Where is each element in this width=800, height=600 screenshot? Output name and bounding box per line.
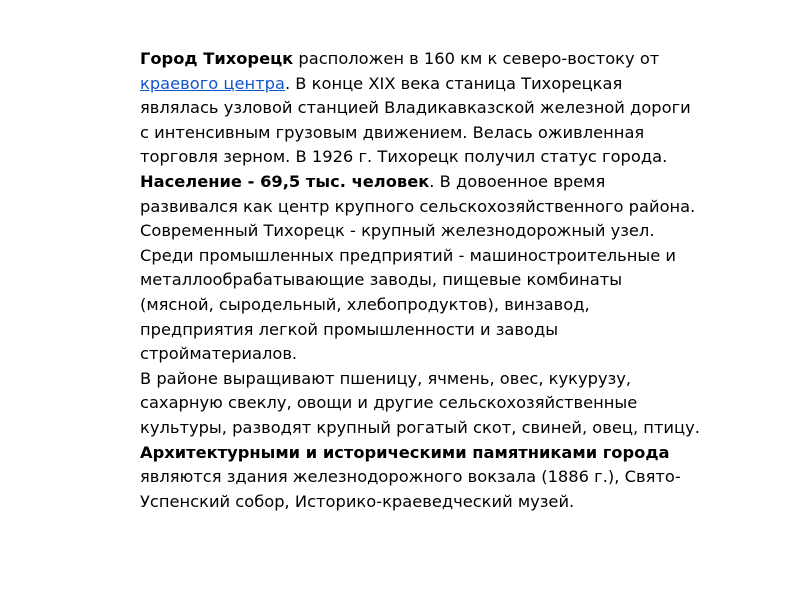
paragraph-monuments (140, 441, 700, 515)
regional-center-link[interactable]: краевого центра (140, 73, 285, 93)
main-text-block (140, 47, 700, 514)
history-text-c: . В довоенное время развивался как центр крупного сельскохозяйственного района. (140, 171, 696, 216)
monuments-bold: Архитектурными и историческими памятниками города (140, 442, 670, 462)
paragraph-agriculture: В районе выращивают пшеницу, ячмень, овес, кукурузу, сахарную свеклу, овощи и другие сельскохозяйственные культуры, разводят крупный рогатый скот, свиней, овец, птицу. (140, 368, 700, 437)
paragraph-industry: Современный Тихорецк - крупный железнодорожный узел. Среди промышленных предприятий - машиностроительные и металлообрабатывающие заводы, пищевые комбинаты (мясной, сыродельный, хлебопродуктов), винзавод, предприятия легкой промышленности и заводы стройматериалов. (140, 221, 677, 364)
history-text-a: расположен в 160 км к северо-востоку от (293, 49, 660, 68)
city-name-bold: Город Тихорецк (140, 49, 294, 68)
monuments-text: являются здания железнодорожного вокзала (1886 г.), Свято-Успенский собор, Историко-краеведческий музей. (140, 467, 681, 511)
population-bold: Население - 69,5 тыс. человек (140, 171, 430, 191)
history-text-b: . В конце XIX века станица Тихорецкая являлась узловой станцией Владикавказской железной дороги с интенсивным грузовым движением. Велась оживленная торговля зерном. В 1926 г. Тихорецк получил статус города. (140, 73, 691, 167)
paragraph-history (140, 47, 700, 219)
